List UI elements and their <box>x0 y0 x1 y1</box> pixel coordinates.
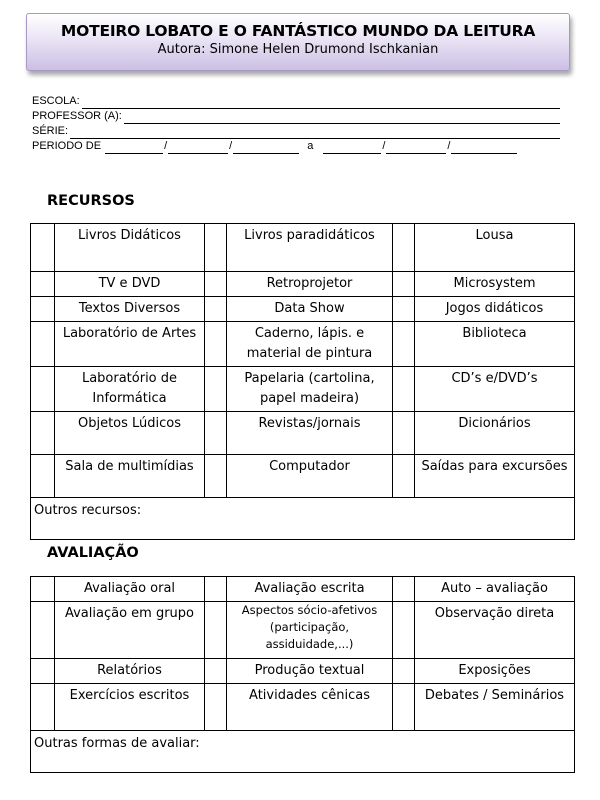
option-label: Relatórios <box>55 659 205 684</box>
table-row <box>31 602 575 659</box>
table-row <box>31 367 575 412</box>
option-label: Microsystem <box>415 272 575 297</box>
escola-label: ESCOLA: <box>32 95 80 107</box>
checkbox-cell[interactable] <box>393 602 415 659</box>
checkbox-cell[interactable] <box>31 684 55 731</box>
option-label: Jogos didáticos <box>415 297 575 322</box>
checkbox-cell[interactable] <box>31 455 55 498</box>
checkbox-cell[interactable] <box>393 455 415 498</box>
escola-row <box>32 94 560 109</box>
checkbox-cell[interactable] <box>205 224 227 272</box>
checkbox-cell[interactable] <box>205 659 227 684</box>
periodo-start-day-field[interactable] <box>105 142 163 154</box>
other-row <box>31 498 575 540</box>
checkbox-cell[interactable] <box>393 684 415 731</box>
option-label: Observação direta <box>415 602 575 659</box>
option-label: Livros Didáticos <box>55 224 205 272</box>
checkbox-cell[interactable] <box>393 272 415 297</box>
table-row <box>31 455 575 498</box>
date-separator: / <box>447 140 451 152</box>
checkbox-cell[interactable] <box>31 297 55 322</box>
table-row <box>31 224 575 272</box>
header-form <box>32 94 560 154</box>
option-label: Revistas/jornais <box>227 412 393 455</box>
option-label: Saídas para excursões <box>415 455 575 498</box>
option-label: Livros paradidáticos <box>227 224 393 272</box>
serie-row <box>32 124 560 139</box>
checkbox-cell[interactable] <box>31 659 55 684</box>
checkbox-cell[interactable] <box>31 412 55 455</box>
recursos-table <box>30 223 575 540</box>
periodo-label: PERIODO DE <box>32 140 102 152</box>
avaliacao-table <box>30 576 575 773</box>
option-label: Avaliação oral <box>55 577 205 602</box>
checkbox-cell[interactable] <box>205 602 227 659</box>
document-author: Autora: Simone Helen Drumond Ischkanian <box>157 42 439 57</box>
table-row <box>31 272 575 297</box>
option-label: Biblioteca <box>415 322 575 367</box>
option-label: Laboratório de Artes <box>55 322 205 367</box>
periodo-end-year-field[interactable] <box>451 142 517 154</box>
option-label: Avaliação em grupo <box>55 602 205 659</box>
checkbox-cell[interactable] <box>205 455 227 498</box>
option-label: Sala de multimídias <box>55 455 205 498</box>
title-banner <box>26 13 570 71</box>
option-label: Lousa <box>415 224 575 272</box>
checkbox-cell[interactable] <box>393 659 415 684</box>
checkbox-cell[interactable] <box>205 577 227 602</box>
avaliacao-heading: AVALIAÇÃO <box>47 545 139 561</box>
periodo-end-day-field[interactable] <box>323 142 381 154</box>
option-label: Produção textual <box>227 659 393 684</box>
option-label: Objetos Lúdicos <box>55 412 205 455</box>
checkbox-cell[interactable] <box>31 602 55 659</box>
checkbox-cell[interactable] <box>205 322 227 367</box>
date-separator: / <box>229 140 233 152</box>
checkbox-cell[interactable] <box>31 224 55 272</box>
checkbox-cell[interactable] <box>393 367 415 412</box>
professor-field[interactable] <box>124 112 560 124</box>
escola-field[interactable] <box>82 97 560 109</box>
checkbox-cell[interactable] <box>31 272 55 297</box>
serie-field[interactable] <box>70 127 560 139</box>
recursos-heading: RECURSOS <box>47 193 135 209</box>
other-field[interactable]: Outros recursos: <box>31 498 575 540</box>
option-label: Aspectos sócio-afetivos (participação, assiduidade,...) <box>227 602 393 659</box>
option-label: Dicionários <box>415 412 575 455</box>
checkbox-cell[interactable] <box>393 412 415 455</box>
table-row <box>31 659 575 684</box>
option-label: Computador <box>227 455 393 498</box>
checkbox-cell[interactable] <box>205 412 227 455</box>
periodo-row <box>32 139 560 154</box>
checkbox-cell[interactable] <box>205 684 227 731</box>
option-label: Auto – avaliação <box>415 577 575 602</box>
option-label: Laboratório de Informática <box>55 367 205 412</box>
option-label: TV e DVD <box>55 272 205 297</box>
date-separator: / <box>164 140 168 152</box>
checkbox-cell[interactable] <box>393 224 415 272</box>
date-separator: / <box>382 140 386 152</box>
serie-label: SÉRIE: <box>32 125 69 137</box>
checkbox-cell[interactable] <box>31 577 55 602</box>
periodo-to-label: a <box>307 140 314 152</box>
option-label: Exposições <box>415 659 575 684</box>
checkbox-cell[interactable] <box>205 297 227 322</box>
periodo-start-month-field[interactable] <box>168 142 228 154</box>
option-label: Debates / Seminários <box>415 684 575 731</box>
option-label: Papelaria (cartolina, papel madeira) <box>227 367 393 412</box>
other-field[interactable]: Outras formas de avaliar: <box>31 731 575 773</box>
table-row <box>31 577 575 602</box>
periodo-start-year-field[interactable] <box>233 142 299 154</box>
option-label: Atividades cênicas <box>227 684 393 731</box>
checkbox-cell[interactable] <box>393 322 415 367</box>
option-label: Exercícios escritos <box>55 684 205 731</box>
document-title: MOTEIRO LOBATO E O FANTÁSTICO MUNDO DA LEITURA <box>60 22 536 40</box>
table-row <box>31 684 575 731</box>
checkbox-cell[interactable] <box>205 367 227 412</box>
option-label: CD’s e/DVD’s <box>415 367 575 412</box>
table-row <box>31 297 575 322</box>
checkbox-cell[interactable] <box>31 367 55 412</box>
checkbox-cell[interactable] <box>393 297 415 322</box>
checkbox-cell[interactable] <box>205 272 227 297</box>
periodo-end-month-field[interactable] <box>386 142 446 154</box>
professor-row <box>32 109 560 124</box>
other-row <box>31 731 575 773</box>
option-label: Data Show <box>227 297 393 322</box>
option-label: Caderno, lápis. e material de pintura <box>227 322 393 367</box>
option-label: Retroprojetor <box>227 272 393 297</box>
table-row <box>31 412 575 455</box>
table-row <box>31 322 575 367</box>
checkbox-cell[interactable] <box>393 577 415 602</box>
option-label: Avaliação escrita <box>227 577 393 602</box>
professor-label: PROFESSOR (A): <box>32 110 122 122</box>
checkbox-cell[interactable] <box>31 322 55 367</box>
option-label: Textos Diversos <box>55 297 205 322</box>
